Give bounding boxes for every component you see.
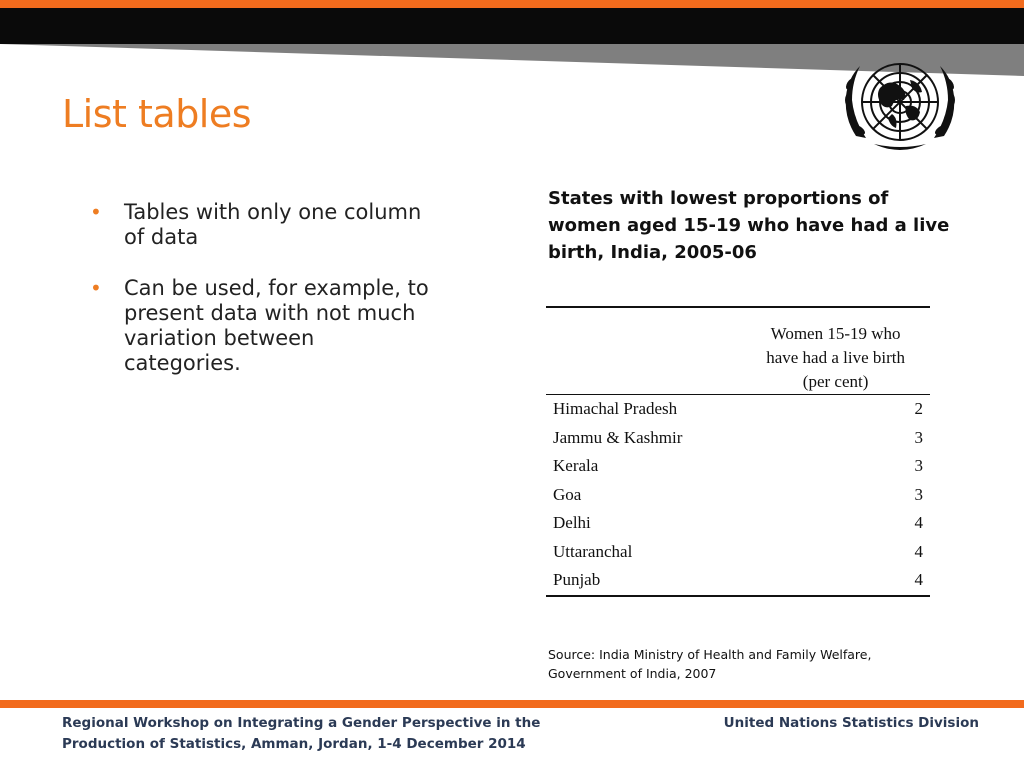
value-cell: 4: [741, 566, 930, 596]
bullet-list: [90, 200, 430, 402]
value-cell: 3: [914, 456, 923, 476]
value-header-line: have had a live birth: [766, 348, 905, 367]
footer-orange-bar: [0, 700, 1024, 708]
slide-title: List tables: [62, 92, 252, 136]
bullet-text: Can be used, for example, to present data with not much variation between categories.: [124, 276, 429, 375]
table-row: [546, 395, 930, 424]
state-column-header: [546, 307, 741, 395]
bullet-dot-icon: •: [90, 200, 102, 224]
table-row: [546, 424, 930, 453]
bullet-item: [90, 200, 430, 250]
value-cell: 4: [914, 513, 923, 533]
table-row: [546, 452, 930, 481]
state-cell: Delhi: [553, 513, 591, 533]
state-cell: Punjab: [546, 566, 741, 596]
table-row: [546, 566, 930, 596]
value-cell: 3: [914, 427, 923, 447]
bullet-item: [90, 276, 430, 376]
header-black-bar: [0, 8, 1024, 44]
table-header-row: [546, 307, 930, 395]
table-row: [546, 538, 930, 567]
state-cell: Uttaranchal: [553, 541, 633, 561]
state-cell: Kerala: [553, 456, 599, 476]
source-note: Source: India Ministry of Health and Family Welfare, Government of India, 2007: [548, 647, 872, 681]
un-emblem-icon: [834, 48, 966, 160]
bullet-text: Tables with only one column of data: [124, 200, 422, 249]
state-cell: Goa: [553, 484, 582, 504]
state-cell: Himachal Pradesh: [553, 399, 678, 419]
value-header-line: (per cent): [802, 372, 869, 391]
table-row: [546, 509, 930, 538]
value-cell: 4: [914, 541, 923, 561]
list-table-container: [546, 306, 930, 597]
state-cell: Jammu & Kashmir: [553, 427, 683, 447]
header-orange-bar: [0, 0, 1024, 8]
table-title: States with lowest proportions of women aged 15-19 who have had a live birth, India, 2005-06: [548, 188, 950, 263]
value-cell: 3: [914, 484, 923, 504]
value-cell: 2: [914, 399, 923, 419]
value-header-line: Women 15-19 who: [770, 324, 901, 343]
value-column-header: [741, 307, 930, 395]
list-table: [546, 306, 930, 597]
bullet-dot-icon: •: [90, 276, 102, 300]
footer-workshop-text: Regional Workshop on Integrating a Gender Perspective in the Production of Statistics, Amman, Jordan, 1-4 December 2014: [62, 715, 541, 752]
footer-organization-text: United Nations Statistics Division: [723, 715, 979, 731]
table-row: [546, 481, 930, 510]
